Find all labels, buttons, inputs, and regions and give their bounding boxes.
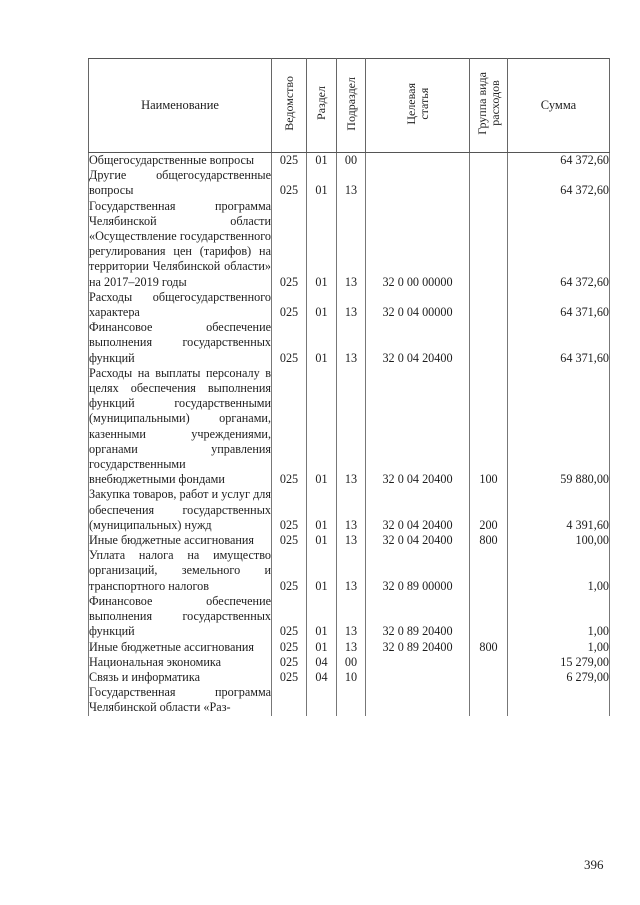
- table-row: [89, 640, 610, 655]
- row-grp: [470, 670, 508, 685]
- row-ved: 025: [272, 670, 307, 685]
- row-stat: [366, 168, 470, 198]
- table-row: [89, 594, 610, 640]
- row-razd: 01: [307, 487, 337, 533]
- row-razd: 01: [307, 168, 337, 198]
- row-razd: 01: [307, 153, 337, 169]
- row-grp: 200: [470, 487, 508, 533]
- row-stat: 32 0 89 20400: [366, 640, 470, 655]
- row-name: Связь и информатика: [89, 670, 272, 685]
- row-stat: 32 0 04 00000: [366, 290, 470, 320]
- row-ved: 025: [272, 655, 307, 670]
- row-stat: 32 0 04 20400: [366, 320, 470, 366]
- row-ved: 025: [272, 594, 307, 640]
- row-razd: [307, 685, 337, 715]
- row-sum: 64 371,60: [508, 290, 610, 320]
- row-sum: 1,00: [508, 640, 610, 655]
- row-pod: 13: [337, 533, 366, 548]
- row-stat: 32 0 04 20400: [366, 533, 470, 548]
- row-razd: 04: [307, 655, 337, 670]
- row-stat: [366, 685, 470, 715]
- row-ved: 025: [272, 533, 307, 548]
- row-grp: 800: [470, 640, 508, 655]
- table-row: [89, 548, 610, 594]
- row-pod: 00: [337, 655, 366, 670]
- row-name: Расходы общегосударственного характера: [89, 289, 271, 320]
- row-ved: 025: [272, 199, 307, 290]
- row-pod: 13: [337, 640, 366, 655]
- header-statya: Целевая статья: [366, 59, 470, 153]
- page-number: 396: [584, 857, 604, 872]
- row-name: Государственная программа Челябинской области «Осуществление государственного регулирования цен (тарифов) на территории Челябинской области» на 2017–2019 годы: [89, 198, 271, 289]
- row-stat: 32 0 89 20400: [366, 594, 470, 640]
- row-grp: [470, 594, 508, 640]
- header-razdel: Раздел: [307, 59, 337, 153]
- row-razd: 01: [307, 594, 337, 640]
- row-pod: 13: [337, 548, 366, 594]
- row-pod: 13: [337, 199, 366, 290]
- header-name: Наименование: [89, 59, 272, 153]
- row-razd: 01: [307, 548, 337, 594]
- row-grp: [470, 548, 508, 594]
- table-row: [89, 290, 610, 320]
- row-pod: [337, 685, 366, 715]
- row-sum: 4 391,60: [508, 487, 610, 533]
- table-row: [89, 366, 610, 488]
- row-razd: 01: [307, 366, 337, 488]
- row-razd: 01: [307, 290, 337, 320]
- row-name: Финансовое обеспечение выполнения государственных функций: [89, 593, 271, 639]
- row-name: Расходы на выплаты персоналу в целях обеспечения выполнения функций государственными (муниципальными) органами, казенными учреждениями, органами управления государственными внебюджетными фондами: [89, 365, 271, 487]
- row-ved: 025: [272, 153, 307, 169]
- table-header-row: [89, 59, 610, 153]
- row-sum: 64 372,60: [508, 153, 610, 169]
- row-stat: [366, 655, 470, 670]
- table-row: [89, 320, 610, 366]
- row-ved: 025: [272, 487, 307, 533]
- row-pod: 13: [337, 487, 366, 533]
- row-sum: 64 371,60: [508, 320, 610, 366]
- table-row: [89, 199, 610, 290]
- table-body: [89, 153, 610, 716]
- row-stat: 32 0 89 00000: [366, 548, 470, 594]
- row-razd: 01: [307, 640, 337, 655]
- row-sum: 64 372,60: [508, 199, 610, 290]
- row-name: Иные бюджетные ассигнования: [89, 640, 272, 655]
- header-sum: Сумма: [508, 59, 610, 153]
- row-stat: [366, 153, 470, 169]
- row-name: Национальная экономика: [89, 655, 272, 670]
- row-razd: 01: [307, 320, 337, 366]
- row-ved: 025: [272, 548, 307, 594]
- row-ved: [272, 685, 307, 715]
- row-sum: 15 279,00: [508, 655, 610, 670]
- row-ved: 025: [272, 640, 307, 655]
- row-sum: [508, 685, 610, 715]
- row-stat: 32 0 00 00000: [366, 199, 470, 290]
- row-name: Иные бюджетные ассигнования: [89, 533, 272, 548]
- budget-table: [88, 58, 610, 716]
- row-sum: 1,00: [508, 594, 610, 640]
- row-sum: 64 372,60: [508, 168, 610, 198]
- row-name: Уплата налога на имущество организаций, земельного и транспортного налогов: [89, 548, 271, 593]
- row-grp: [470, 685, 508, 715]
- row-pod: 00: [337, 153, 366, 169]
- table-row: [89, 168, 610, 198]
- row-name: Государственная программа Челябинской области «Раз-: [89, 685, 271, 715]
- row-ved: 025: [272, 320, 307, 366]
- header-ved: Ведомство: [272, 59, 307, 153]
- row-sum: 59 880,00: [508, 366, 610, 488]
- row-ved: 025: [272, 290, 307, 320]
- header-group: Группа вида расходов: [470, 59, 508, 153]
- row-pod: 13: [337, 594, 366, 640]
- row-razd: 04: [307, 670, 337, 685]
- table-row: [89, 153, 610, 169]
- row-razd: 01: [307, 533, 337, 548]
- row-grp: 100: [470, 366, 508, 488]
- header-podrazdel: Подраздел: [337, 59, 366, 153]
- row-pod: 13: [337, 320, 366, 366]
- row-stat: [366, 670, 470, 685]
- table-row: [89, 487, 610, 533]
- table-row: [89, 533, 610, 548]
- table-row: [89, 685, 610, 715]
- row-grp: [470, 320, 508, 366]
- row-pod: 13: [337, 290, 366, 320]
- row-name: Другие общегосударственные вопросы: [89, 168, 271, 198]
- row-pod: 13: [337, 168, 366, 198]
- row-grp: [470, 290, 508, 320]
- row-name: Закупка товаров, работ и услуг для обеспечения государственных (муниципальных) нужд: [89, 487, 271, 532]
- row-grp: [470, 168, 508, 198]
- row-grp: [470, 153, 508, 169]
- row-grp: [470, 655, 508, 670]
- row-razd: 01: [307, 199, 337, 290]
- row-stat: 32 0 04 20400: [366, 366, 470, 488]
- row-ved: 025: [272, 366, 307, 488]
- row-ved: 025: [272, 168, 307, 198]
- row-grp: 800: [470, 533, 508, 548]
- row-pod: 13: [337, 366, 366, 488]
- row-name: Финансовое обеспечение выполнения государственных функций: [89, 320, 271, 365]
- row-pod: 10: [337, 670, 366, 685]
- row-sum: 1,00: [508, 548, 610, 594]
- row-sum: 6 279,00: [508, 670, 610, 685]
- table-row: [89, 670, 610, 685]
- row-stat: 32 0 04 20400: [366, 487, 470, 533]
- row-grp: [470, 199, 508, 290]
- table-row: [89, 655, 610, 670]
- row-name: Общегосударственные вопросы: [89, 153, 272, 169]
- row-sum: 100,00: [508, 533, 610, 548]
